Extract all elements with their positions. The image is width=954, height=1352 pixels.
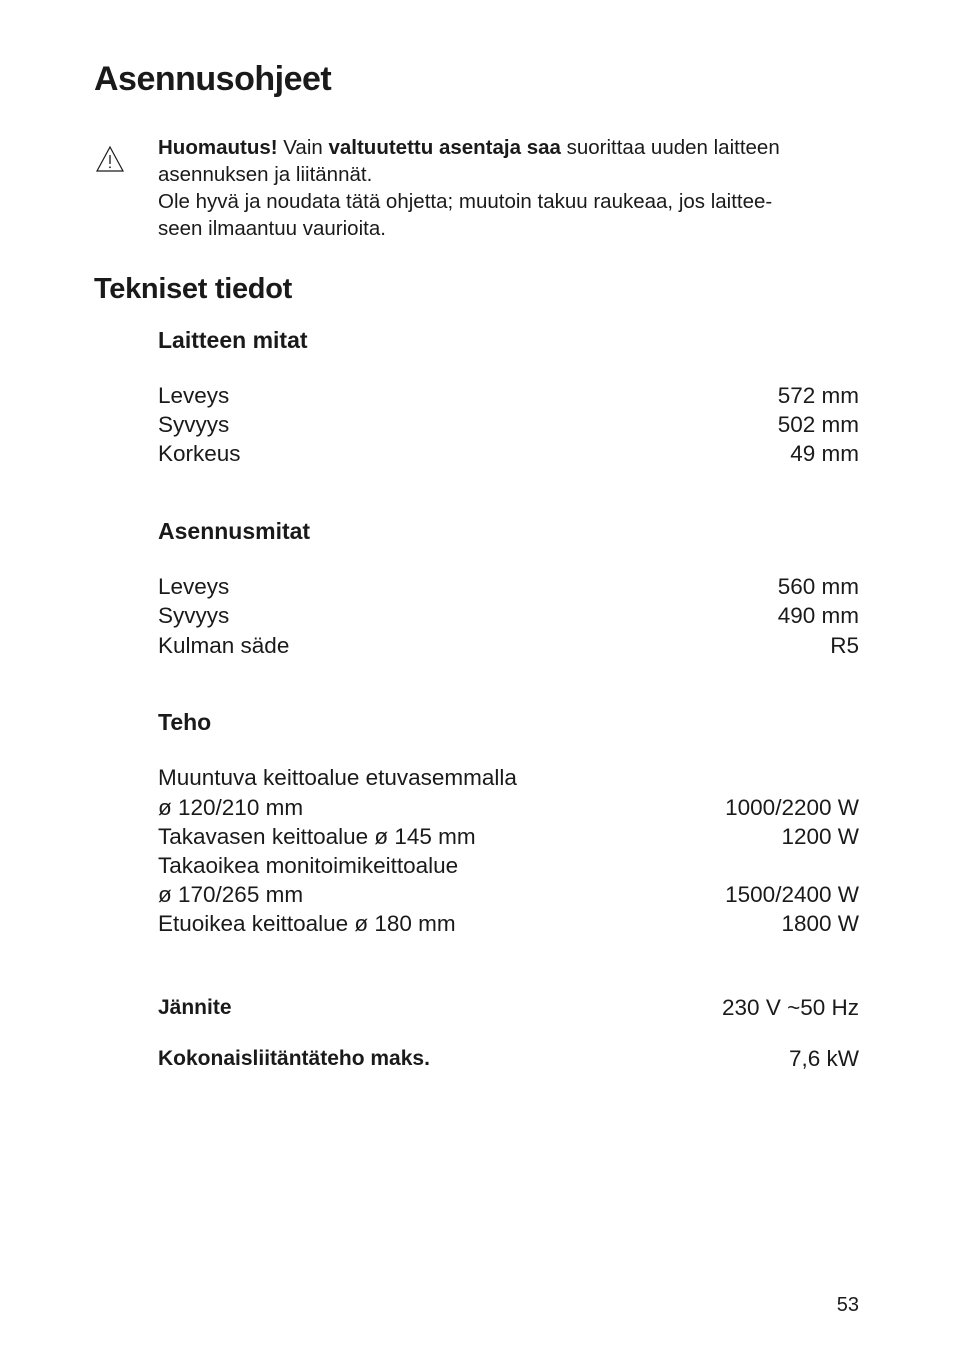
spec-label: Etuoikea keittoalue ø 180 mm xyxy=(158,911,456,936)
spec-label: ø 120/210 mm xyxy=(158,795,304,820)
spec-label: Korkeus xyxy=(158,441,241,466)
spec-label: Syvyys xyxy=(158,412,230,437)
spec-row xyxy=(158,880,859,909)
spec-value: 1200 W xyxy=(781,824,859,849)
page-title: Asennusohjeet xyxy=(94,60,332,98)
voltage-label: Jännite xyxy=(158,996,232,1019)
spec-label: Syvyys xyxy=(158,603,230,628)
voltage-row xyxy=(158,993,859,1022)
note-rest: suorittaa uuden laitteen xyxy=(560,136,780,159)
spec-value: 560 mm xyxy=(777,574,859,599)
spec-row xyxy=(158,439,859,468)
spec-row xyxy=(158,793,859,822)
spec-value: 49 mm xyxy=(790,441,859,466)
spec-label: Takavasen keittoalue ø 145 mm xyxy=(158,824,476,849)
spec-row xyxy=(158,631,859,660)
spec-value: 1500/2400 W xyxy=(725,882,859,907)
page-number: 53 xyxy=(836,1294,859,1316)
spec-label: Muuntuva keittoalue etuvasemmalla xyxy=(158,765,517,790)
spec-row xyxy=(158,601,859,630)
note-line-2: asennuksen ja liitännät. xyxy=(158,163,373,186)
spec-row xyxy=(158,572,859,601)
total-power-row xyxy=(158,1044,859,1073)
spec-value: 490 mm xyxy=(777,603,859,628)
spec-row xyxy=(158,763,859,792)
spec-row xyxy=(158,410,859,439)
note-line-4: seen ilmaantuu vaurioita. xyxy=(158,217,386,240)
spec-label: Leveys xyxy=(158,574,230,599)
spec-row xyxy=(158,822,859,851)
note-line-1 xyxy=(158,134,878,161)
spec-value: 1000/2200 W xyxy=(725,795,859,820)
voltage-value: 230 V ~50 Hz xyxy=(722,995,859,1020)
subheading-dimensions: Laitteen mitat xyxy=(158,327,308,353)
warning-triangle-icon xyxy=(95,145,125,173)
subheading-installation: Asennusmitat xyxy=(158,518,311,544)
spec-label: Kulman säde xyxy=(158,633,290,658)
spec-value: R5 xyxy=(830,633,859,658)
spec-row xyxy=(158,381,859,410)
installation-note xyxy=(158,134,878,242)
note-lead: Huomautus! xyxy=(158,136,278,159)
subheading-power: Teho xyxy=(158,709,212,735)
spec-row xyxy=(158,909,859,938)
spec-row xyxy=(158,851,859,880)
spec-label: ø 170/265 mm xyxy=(158,882,304,907)
spec-value: 502 mm xyxy=(777,412,859,437)
note-mid: Vain xyxy=(277,136,329,159)
spec-value: 1800 W xyxy=(781,911,859,936)
note-line-3: Ole hyvä ja noudata tätä ohjetta; muutoin takuu raukeaa, jos laittee- xyxy=(158,190,773,213)
section-heading-technical: Tekniset tiedot xyxy=(94,273,292,305)
total-power-value: 7,6 kW xyxy=(788,1046,859,1071)
total-power-label: Kokonaisliitäntäteho maks. xyxy=(158,1047,430,1070)
note-emphasis: valtuutettu asentaja saa xyxy=(328,136,561,159)
spec-label: Takaoikea monitoimikeittoalue xyxy=(158,853,459,878)
spec-value: 572 mm xyxy=(777,383,859,408)
spec-label: Leveys xyxy=(158,383,230,408)
